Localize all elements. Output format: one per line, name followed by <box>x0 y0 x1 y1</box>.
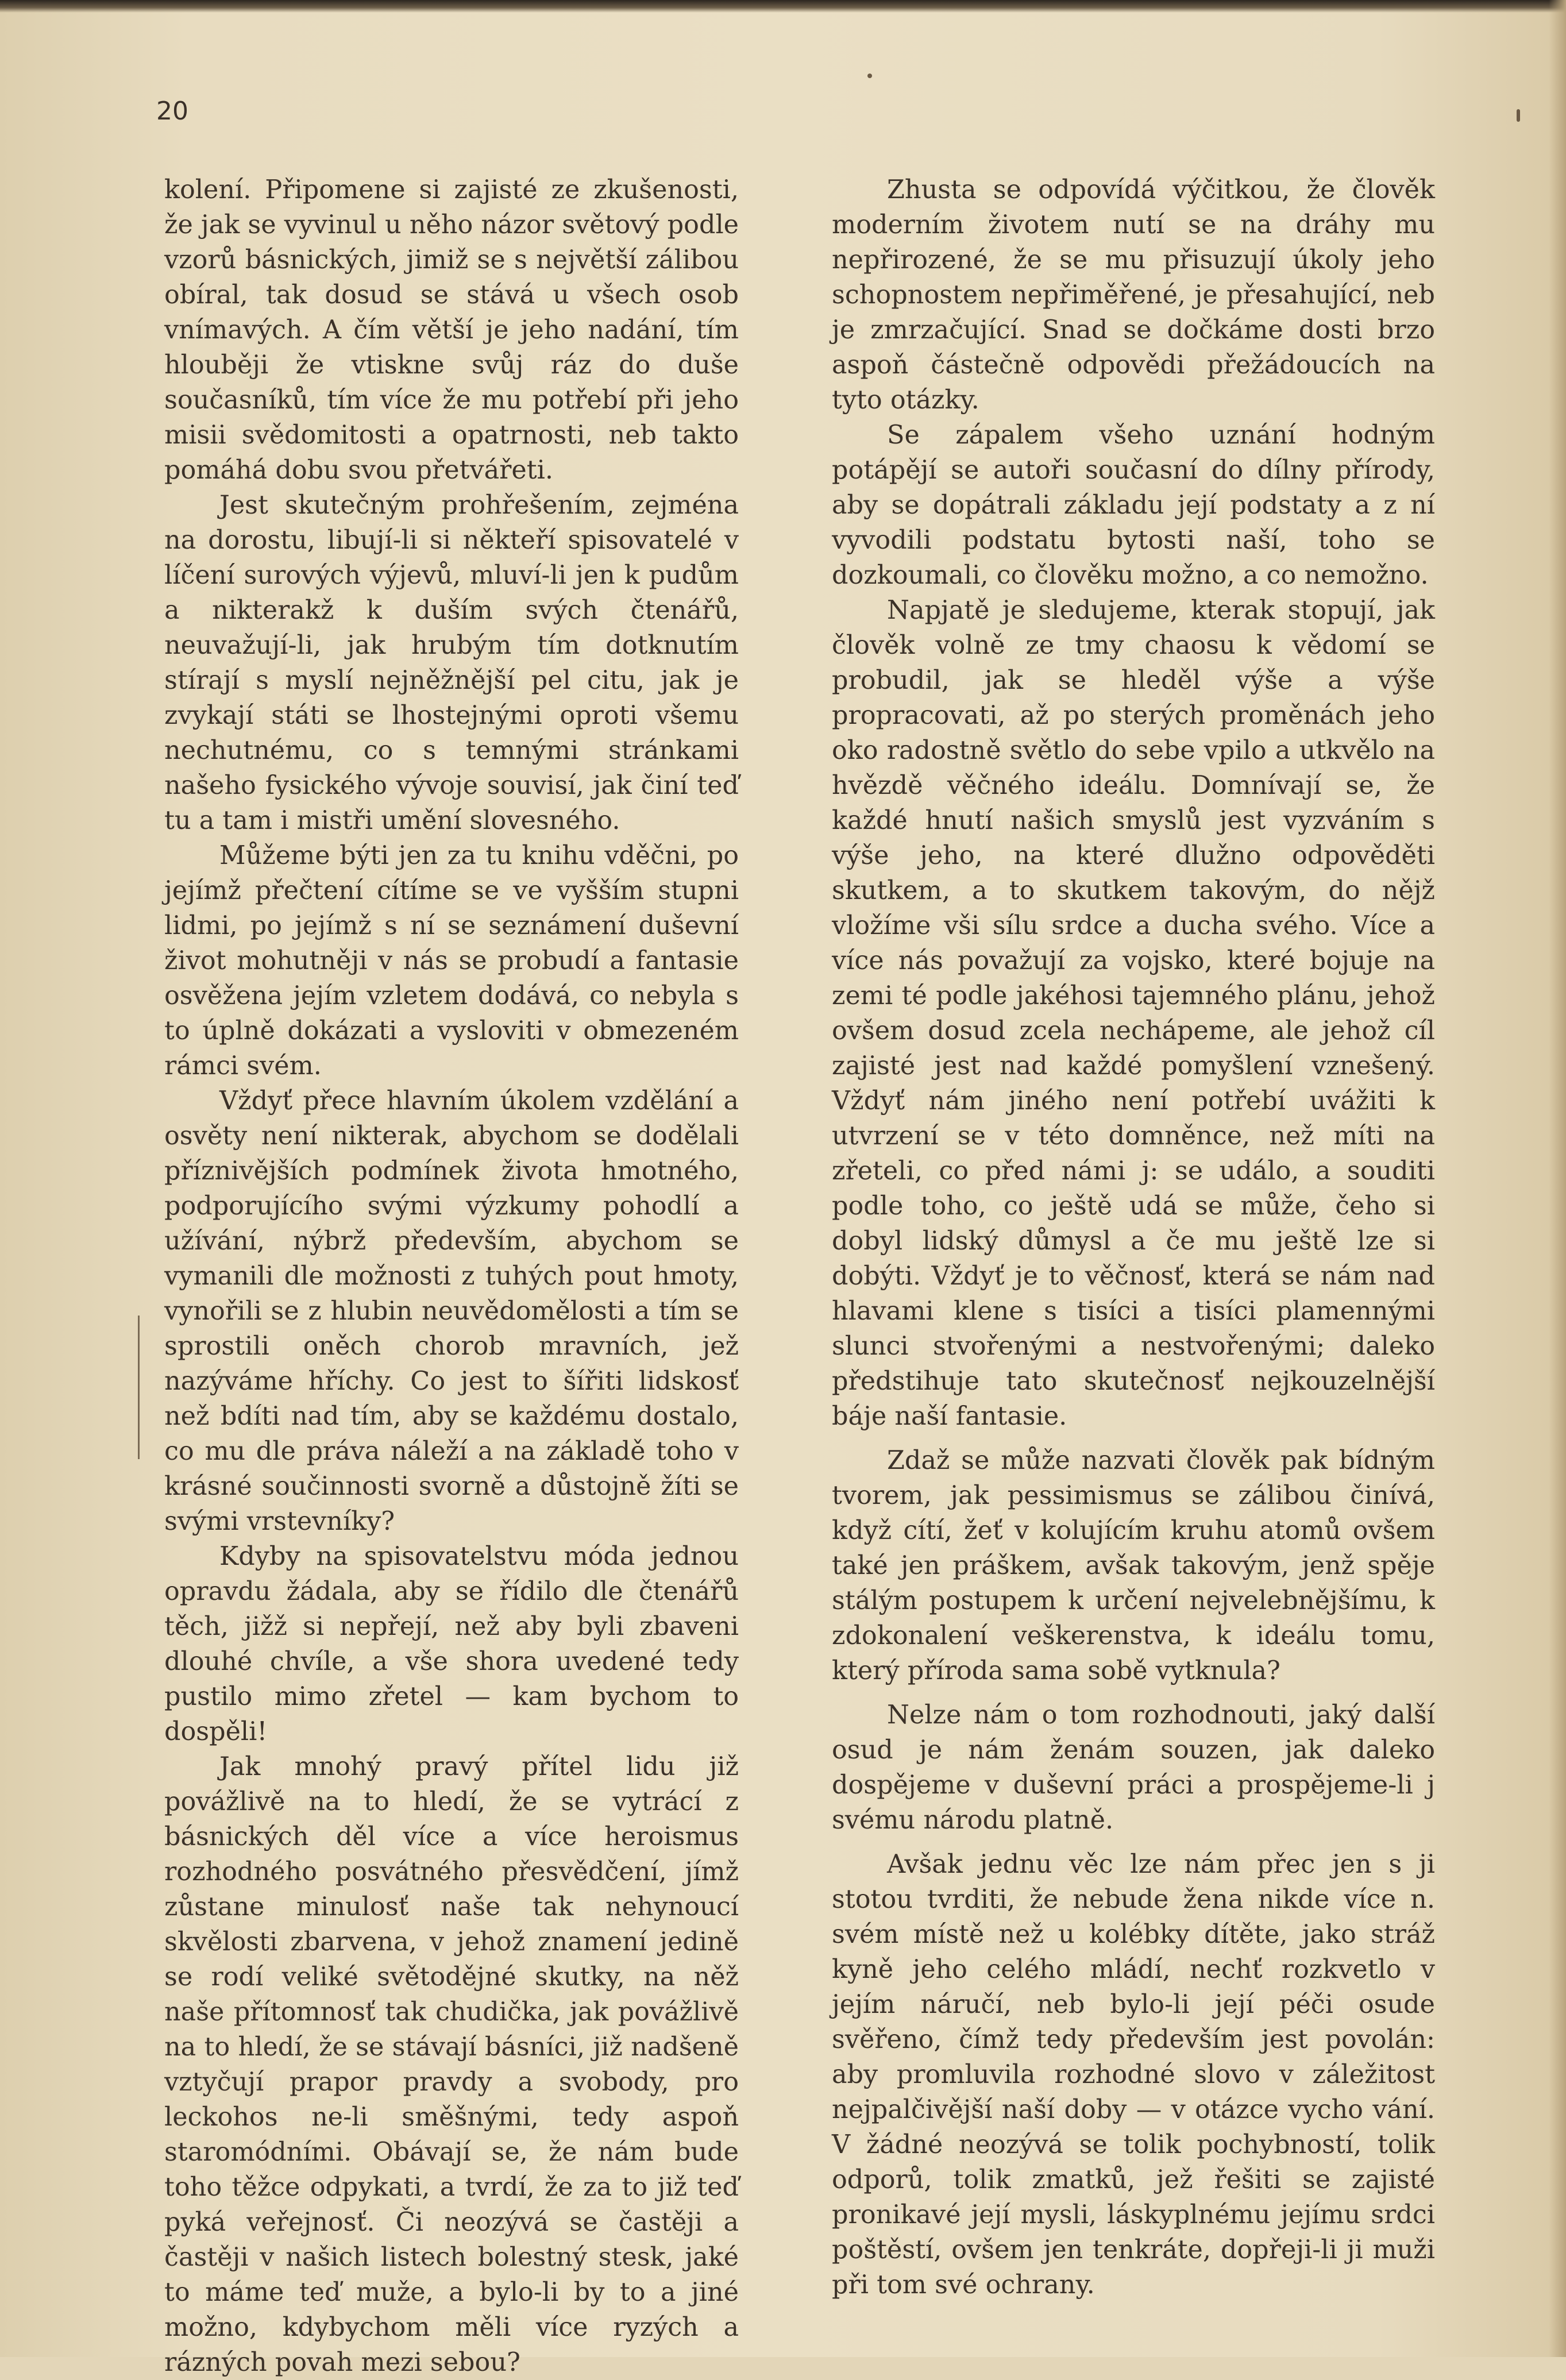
scan-top-edge <box>0 0 1566 13</box>
right-paragraph-2: Se zápalem všeho uznání hodným potápějí se autoři současní do dílny přírody, aby se dopátrali základu její podstaty a z ní vyvodili podstatu bytosti naší, toho se dozkoumali, co člověku možno, a co nemožno. <box>832 421 1435 590</box>
left-paragraph-5: Kdyby na spisovatelstvu móda jednou opravdu žádala, aby se řídilo dle čtenářů těch, jižž si nepřejí, než aby byli zbaveni dlouhé chvíle, a vše shora uvedené tedy pustilo mimo zřetel — kam bychom to dospěli! <box>164 1542 739 1746</box>
left-column <box>164 172 739 2380</box>
page-number: 20 <box>156 97 188 126</box>
right-paragraph-4: Zdaž se může nazvati člověk pak bídným tvorem, jak pessimismus se zálibou činívá, když cítí, žeť v kolujícím kruhu atomů ovšem také jen práškem, avšak takovým, jenž spěje stálým postupem k určení nejvelebnějšímu, k zdokonalení veškerenstva, k ideálu tomu, který příroda sama sobě vytknula? <box>832 1446 1435 1685</box>
ink-speck <box>867 74 872 78</box>
right-paragraph-6: Avšak jednu věc lze nám přec jen s ji stotou tvrditi, že nebude žena nikde více n. svém místě než u kolébky dítěte, jako stráž kyně jeho celého mládí, nechť rozkvetlo v jejím náručí, neb bylo-li její péči osude svěřeno, čímž tedy především jest povolán: aby promluvila rozhodné slovo v záležitost nejpalčivější naší doby — v otázce vycho vání. V žádné neozývá se tolik pochybností, tolik odporů, tolik zmatků, jež řešiti se zajisté pronikavé její mysli, láskyplnému jejímu srdci poštěstí, ovšem jen tenkráte, dopřeji-li ji muži při tom své ochrany. <box>832 1850 1435 2300</box>
margin-pencil-mark <box>138 1316 140 1459</box>
left-paragraph-6: Jak mnohý pravý přítel lidu již povážlivě na to hledí, že se vytrácí z básnických děl více a více heroismus rozhodného posvátného přesvědčení, jímž zůstane minulosť naše tak nehynoucí skvělosti zbarvena, v jehož znamení jedině se rodí veliké světodějné skutky, na něž naše přítomnosť tak chudička, jak povážlivě na to hledí, že se stávají básníci, již nadšeně vztyčují prapor pravdy a svobody, pro leckohos ne-li směšnými, tedy aspoň staromódními. Obávají se, že nám bude toho těžce odpykati, a tvrdí, že za to již teď pyká veřejnosť. Či neozývá se častěji a častěji v našich listech bolestný stesk, jaké to máme teď muže, a bylo-li by to a jiné možno, kdybychom měli více ryzých a rázných povah mezi sebou? <box>164 1752 739 2377</box>
right-paragraph-5: Nelze nám o tom rozhodnouti, jaký další osud je nám ženám souzen, jak daleko dospějeme v duševní práci a prospějeme-li j svému národu platně. <box>832 1700 1435 1835</box>
right-paragraph-1: Zhusta se odpovídá výčitkou, že člověk moderním životem nutí se na dráhy mu nepřirozené, že se mu přisuzují úkoly jeho schopnostem nepřiměřené, je přesahující, neb je zmrzačující. Snad se dočkáme dosti brzo aspoň částečně odpovědi přežádoucích na tyto otázky. <box>832 175 1435 415</box>
left-paragraph-3: Můžeme býti jen za tu knihu vděčni, po jejímž přečtení cítíme se ve vyšším stupni lidmi, po jejímž s ní se seznámení duševní život mohutněji v nás se probudí a fantasie osvěžena jejím vzletem dodává, co nebyla s to úplně dokázati a vysloviti v obmezeném rámci svém. <box>164 841 739 1081</box>
scan-right-edge <box>1549 0 1566 2357</box>
left-paragraph-4: Vždyť přece hlavním úkolem vzdělání a osvěty není nikterak, abychom se dodělali příznivějších podmínek života hmotného, podporujícího svými výzkumy pohodlí a užívání, nýbrž především, abychom se vymanili dle možnosti z tuhých pout hmoty, vynořili se z hlubin neuvědomělosti a tím se sprostili oněch chorob mravních, jež nazýváme hříchy. Co jest to šířiti lidskosť než bdíti nad tím, aby se každému dostalo, co mu dle práva náleží a na základě toho v krásné součinnosti svorně a důstojně žíti se svými vrstevníky? <box>164 1086 739 1536</box>
right-column <box>832 172 1435 2302</box>
left-paragraph-1: kolení. Připomene si zajisté ze zkušenosti, že jak se vyvinul u něho názor světový podle vzorů básnických, jimiž se s největší zálibou obíral, tak dosud se stává u všech osob vnímavých. A čím větší je jeho nadání, tím hlouběji že vtiskne svůj ráz do duše současníků, tím více že mu potřebí při jeho misii svědomitosti a opatrnosti, neb takto pomáhá dobu svou přetvářeti. <box>164 175 739 485</box>
left-paragraph-2: Jest skutečným prohřešením, zejména na dorostu, libují-li si někteří spisovatelé v líčení surových výjevů, mluví-li jen k pudům a nikterakž k duším svých čtenářů, neuvažují-li, jak hrubým tím dotknutím stírají s myslí nejněžnější pel citu, jak je zvykají státi se lhostejnými oproti všemu nechutnému, co s temnými stránkami našeho fysického vývoje souvisí, jak činí teď tu a tam i mistři umění slovesného. <box>164 491 739 835</box>
ink-speck <box>1517 109 1520 122</box>
right-paragraph-3: Napjatě je sledujeme, kterak stopují, jak člověk volně ze tmy chaosu k vědomí se probudil, jak se hleděl výše a výše propracovati, až po sterých proměnách jeho oko radostně světlo do sebe vpilo a utkvělo na hvězdě věčného ideálu. Domnívají se, že každé hnutí našich smyslů jest vyzváním s výše jeho, na které dlužno odpověděti skutkem, a to skutkem takovým, do nějž vložíme vši sílu srdce a ducha svého. Více a více nás považují za vojsko, které bojuje na zemi té podle jakéhosi tajemného plánu, jehož ovšem dosud zcela nechápeme, ale jehož cíl zajisté jest nad každé pomyšlení vznešený. Vždyť nám jiného není potřebí uvážiti k utvrzení se v této domněnce, než míti na zřeteli, co před námi j: se událo, a souditi podle toho, co ještě udá se může, čeho si dobyl lidský důmysl a če mu ještě lze si dobýti. Vždyť je to věčnosť, která se nám nad hlavami klene s tisíci a tisíci plamennými slunci stvořenými a nestvořenými; daleko předstihuje tato skutečnosť nejkouzelnější báje naší fantasie. <box>832 596 1435 1431</box>
